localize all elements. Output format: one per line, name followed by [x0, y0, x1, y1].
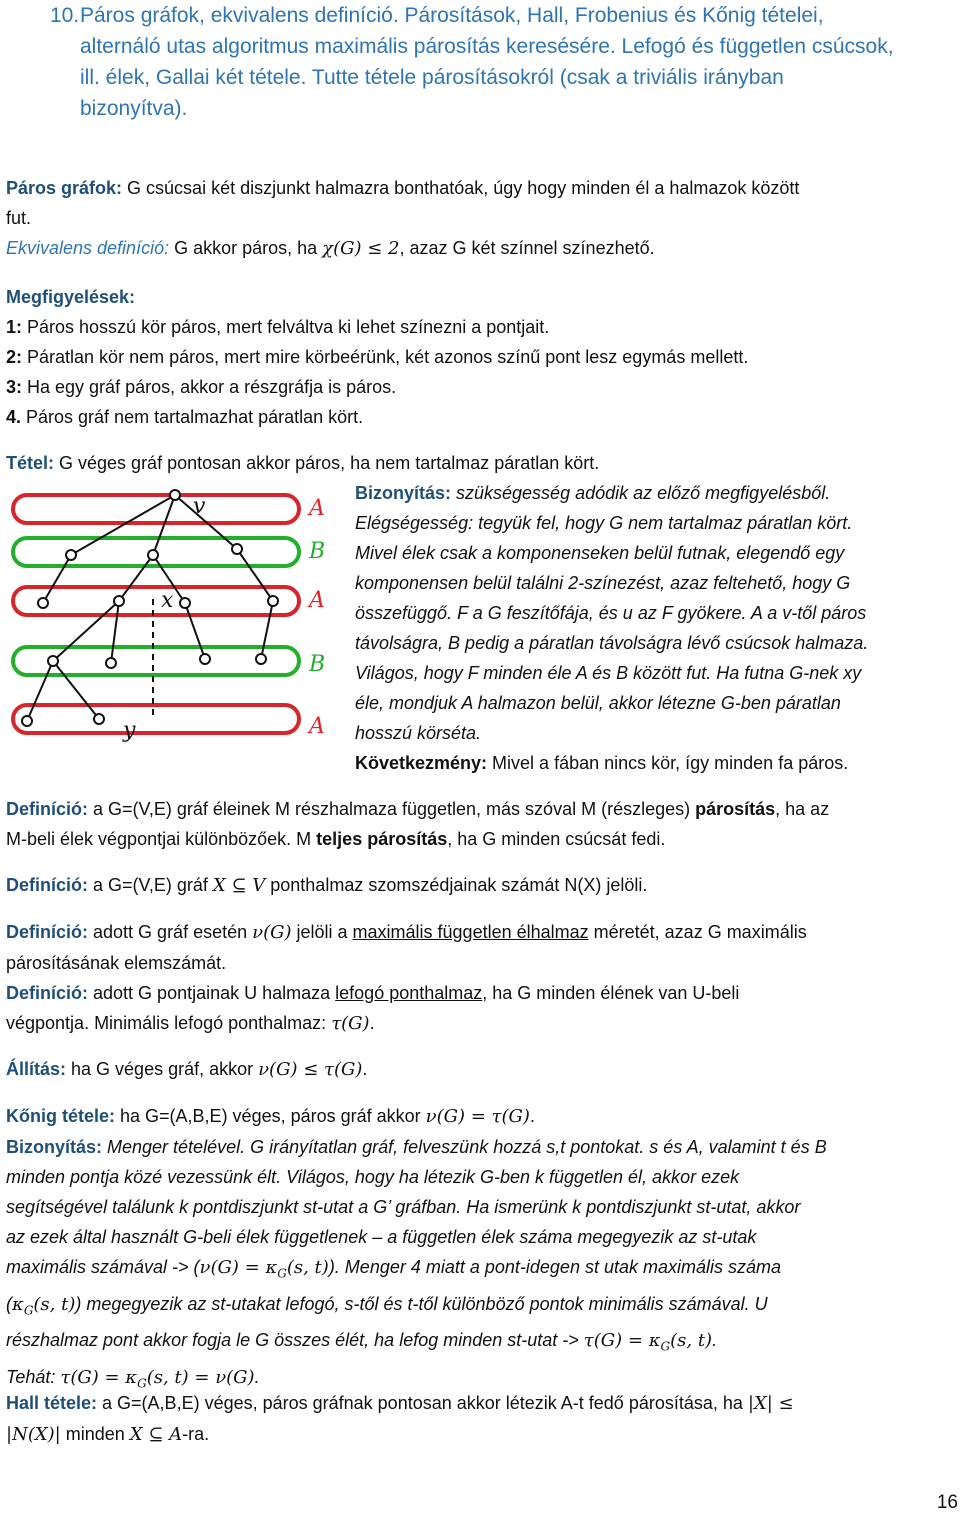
definition-text: , ha G minden csúcsát fedi.: [447, 829, 666, 849]
theorem-text: G véges gráf pontosan akkor páros, ha nem tartalmaz páratlan kört.: [54, 453, 600, 473]
theorem-text: minden: [60, 1424, 130, 1444]
definition-text: G csúcsai két diszjunkt halmazra bonthatóak, úgy hogy minden él a halmazok között: [122, 178, 800, 198]
item-number: 4.: [6, 407, 22, 427]
theorem-label: Tétel:: [6, 453, 55, 473]
tree-edge: [111, 601, 119, 663]
theorem-text: a G=(A,B,E) véges, páros gráfnak pontosan akkor létezik A-t fedő párosítása, ha: [97, 1393, 748, 1413]
definition-text: adott G pontjainak U halmaza: [88, 983, 336, 1003]
tree-node: [148, 550, 158, 560]
corollary-label: Következmény:: [355, 753, 488, 773]
item-number: 3:: [6, 377, 23, 397]
definition-text: .: [369, 1013, 375, 1033]
item-text: Páratlan kör nem páros, mert mire körbeérünk, két azonos színű pont lesz egymás mellett.: [22, 347, 749, 367]
math-expression: ν(G) ≤ τ(G): [258, 1059, 363, 1080]
math-subscript: G: [660, 1339, 671, 1354]
definition-text: ponthalmaz szomszédjainak számát N(X) jelöli.: [265, 875, 648, 895]
tree-diagram: [5, 483, 345, 753]
proof-line: komponensen belül találni 2-színezést, azaz feltehető, hogy G: [355, 573, 851, 593]
list-item: [6, 312, 956, 342]
theorem-label: Hall tétele:: [6, 1393, 98, 1413]
proof-line: részhalmaz pont akkor fogja le G összes élét, ha lefog minden st-utat -> $\tau(G) = \kappa_G(s$, t).: [6, 1330, 718, 1354]
level-ring-a: [13, 587, 299, 615]
definition-text: a G=(V,E) gráf: [88, 875, 213, 895]
term-label: Páros gráfok:: [6, 178, 123, 198]
underlined-term: maximális független élhalmaz: [352, 922, 589, 942]
level-ring-a: [13, 495, 299, 523]
definition-nu: [6, 917, 956, 978]
math-expression: X ⊆ V: [212, 875, 266, 896]
item-number: 2:: [6, 347, 23, 367]
claim: [6, 1054, 956, 1085]
item-number: 1:: [6, 317, 23, 337]
math-expression: (s, t): [33, 1293, 76, 1315]
proof-line: Menger tételével. G irányítatlan gráf, felveszünk hozzá s,t pontokat. s és A, valamint t és B: [102, 1137, 827, 1157]
claim-text: ha G véges gráf, akkor: [66, 1059, 259, 1079]
tree-node: [232, 544, 242, 554]
term-highlight: teljes párosítás: [316, 829, 448, 849]
definition-text: fut.: [6, 208, 32, 228]
definition-matching: [6, 794, 956, 854]
observations: [6, 282, 956, 432]
math-expression: |X| ≤: [747, 1393, 794, 1414]
theorem-text: .: [529, 1106, 535, 1126]
math-expression: χ(G) ≤ 2: [322, 238, 400, 259]
theorem-text: ha G=(A,B,E) véges, páros gráf akkor: [115, 1106, 426, 1126]
proof-line: maximális számával -> ($\nu(G) = \kappa_G(s$, t)). Menger 4 miatt a pont-idegen st utak maximális száma: [6, 1257, 782, 1281]
theorem-proof: [355, 478, 955, 778]
tree-node: [268, 596, 278, 606]
list-item: [6, 402, 956, 432]
proof-line: Világos, hogy F minden éle A és B között fut. Ha futna G-nek xy: [355, 663, 862, 683]
math-expression: |N(X)|: [6, 1424, 61, 1445]
math-subscript: G: [23, 1303, 34, 1318]
vertex-label-v: v: [193, 494, 206, 519]
heading-line: ill. élek, Gallai két tétele. Tutte tétele párosításokról (csak a triviális irányban: [80, 66, 784, 89]
proof-line: távolságra, B pedig a páratlan távolságra lévő csúcsok halmaza.: [355, 633, 869, 653]
vertex-label-y: y: [123, 718, 136, 743]
item-text: Ha egy gráf páros, akkor a részgráfja is páros.: [22, 377, 397, 397]
tree-edge: [53, 661, 99, 719]
tree-node: [200, 654, 210, 664]
proof-line: ($\kappa_G(s$, t)) megegyezik az st-utakat lefogó, s-től és t-től különböző pontok minimális számával. U: [6, 1293, 768, 1318]
definition-text: jelöli a: [291, 922, 353, 942]
proof-text: szükségesség adódik az előző megfigyelésből.: [451, 483, 831, 503]
tree-node: [94, 714, 104, 724]
paros-grafok-definition: [6, 173, 956, 264]
tree-edge: [53, 601, 119, 661]
math-expression: ν(G) = τ(G): [425, 1106, 530, 1127]
set-label: A: [309, 714, 325, 739]
set-label: B: [309, 539, 326, 564]
tree-edge: [237, 549, 273, 601]
proof-label: Bizonyítás:: [355, 483, 452, 503]
tree-node: [180, 598, 190, 608]
tree-edge: [43, 555, 71, 603]
definition-label: Definíció:: [6, 922, 89, 942]
set-label: B: [309, 652, 326, 677]
theorem: [6, 448, 956, 478]
tree-edge: [119, 555, 153, 601]
list-item: [6, 342, 956, 372]
set-label: A: [309, 588, 325, 613]
math-subscript: G: [277, 1266, 287, 1281]
section-number: 10.: [50, 4, 80, 27]
tree-node: [256, 654, 266, 664]
proof-line: összefüggő. F a G feszítőfája, és u az F gyökere. A a v-től páros: [355, 603, 867, 623]
konig-theorem: [6, 1101, 956, 1398]
proof-line: Mivel élek csak a komponenseken belül futnak, elegendő egy: [355, 543, 845, 563]
math-expression: X ⊆ A: [129, 1424, 183, 1445]
page-number: 16: [936, 1492, 958, 1513]
corollary-text: Mivel a fában nincs kör, így minden fa páros.: [487, 753, 849, 773]
proof-line: hosszú körséta.: [355, 723, 482, 743]
heading-line: alternáló utas algoritmus maximális párosítás keresésére. Lefogó és független csúcsok,: [80, 35, 894, 58]
theorem-label: Kőnig tétele:: [6, 1106, 116, 1126]
item-text: Páros gráf nem tartalmazhat páratlan kört.: [21, 407, 364, 427]
heading-line: Páros gráfok, ekvivalens definíció. Párosítások, Hall, Frobenius és Kőnig tételei,: [80, 4, 824, 27]
tree-edge: [27, 661, 53, 721]
proof-line: segítségével találunk k pontdiszjunkt st-utat a G’ gráfban. Ha ismerünk k pontdiszjunkt st-utat, akkor: [6, 1197, 801, 1217]
definition-label: Definíció:: [6, 983, 89, 1003]
math-expression: (s, t) = ν(G): [146, 1366, 255, 1388]
observations-title: Megfigyelések:: [6, 287, 136, 307]
proof-line: az ezek által használt G-beli élek függetlenek – a független élek száma megegyezik az st-utak: [6, 1227, 757, 1247]
definition-tau: [6, 978, 956, 1039]
math-expression: τ(G) = κ: [60, 1366, 138, 1388]
math-expression: (s, t): [670, 1330, 713, 1352]
definition-text: méretét, azaz G maximális: [588, 922, 807, 942]
level-ring-a: [13, 705, 299, 733]
math-expression: ν(G) = κ: [199, 1257, 278, 1278]
bipartite-tree-figure: [5, 483, 345, 753]
math-expression: κ: [12, 1293, 24, 1315]
math-expression: ν(G): [252, 922, 292, 943]
term-highlight: párosítás: [695, 799, 776, 819]
tree-node: [170, 490, 180, 500]
set-label: A: [309, 496, 325, 521]
definition-text: adott G gráf esetén: [88, 922, 253, 942]
definition-label: Definíció:: [6, 875, 89, 895]
proof-line: éle, mondjuk A halmazon belül, akkor létezne G-ben páratlan: [355, 693, 841, 713]
proof-line: Elégségesség: tegyük fel, hogy G nem tartalmaz páratlan kört.: [355, 513, 853, 533]
definition-text: , azaz G két színnel színezhető.: [399, 238, 655, 258]
proof-line: minden pontja közé vezessünk élt. Világos, hogy ha létezik G-ben k független él, akkor ezek: [6, 1167, 740, 1187]
math-expression: τ(G): [331, 1013, 370, 1034]
definition-text: , ha az: [775, 799, 830, 819]
heading-line: bizonyítva).: [80, 97, 188, 120]
item-text: Páros hosszú kör páros, mert felváltva ki lehet színezni a pontjait.: [22, 317, 550, 337]
proof-line: Tehát: $\tau(G) = \kappa_G(s$, t) = ν(G).: [6, 1366, 260, 1391]
math-subscript: G: [137, 1376, 147, 1391]
tree-node: [106, 658, 116, 668]
definition-text: G akkor páros, ha: [169, 238, 323, 258]
definition-text: végpontja. Minimális lefogó ponthalmaz:: [6, 1013, 332, 1033]
definition-neighbourhood: [6, 870, 956, 901]
underlined-term: lefogó ponthalmaz: [335, 983, 483, 1003]
section-heading: [50, 0, 930, 124]
definition-label: Definíció:: [6, 799, 89, 819]
list-item: [6, 372, 956, 402]
tree-node: [48, 656, 58, 666]
tree-edge: [185, 603, 205, 659]
math-expression: (s, t): [286, 1257, 329, 1278]
tree-node: [114, 596, 124, 606]
claim-label: Állítás:: [6, 1059, 67, 1079]
definition-text: , ha G minden élének van U-beli: [482, 983, 740, 1003]
definition-text: párosításának elemszámát.: [6, 953, 227, 973]
definition-text: a G=(V,E) gráf éleinek M részhalmaza független, más szóval M (részleges): [88, 799, 696, 819]
definition-text: M-beli élek végpontjai különbözőek. M: [6, 829, 317, 849]
tree-node: [66, 550, 76, 560]
theorem-text: -ra.: [182, 1424, 210, 1444]
tree-node: [38, 598, 48, 608]
term-label: Ekvivalens definíció:: [6, 238, 170, 258]
proof-label: Bizonyítás:: [6, 1137, 103, 1157]
tree-node: [22, 716, 32, 726]
vertex-label-x: x: [161, 588, 174, 613]
tree-edge: [261, 601, 273, 659]
math-expression: τ(G) = κ: [583, 1330, 661, 1352]
claim-text: .: [362, 1059, 368, 1079]
hall-theorem: [6, 1388, 956, 1450]
